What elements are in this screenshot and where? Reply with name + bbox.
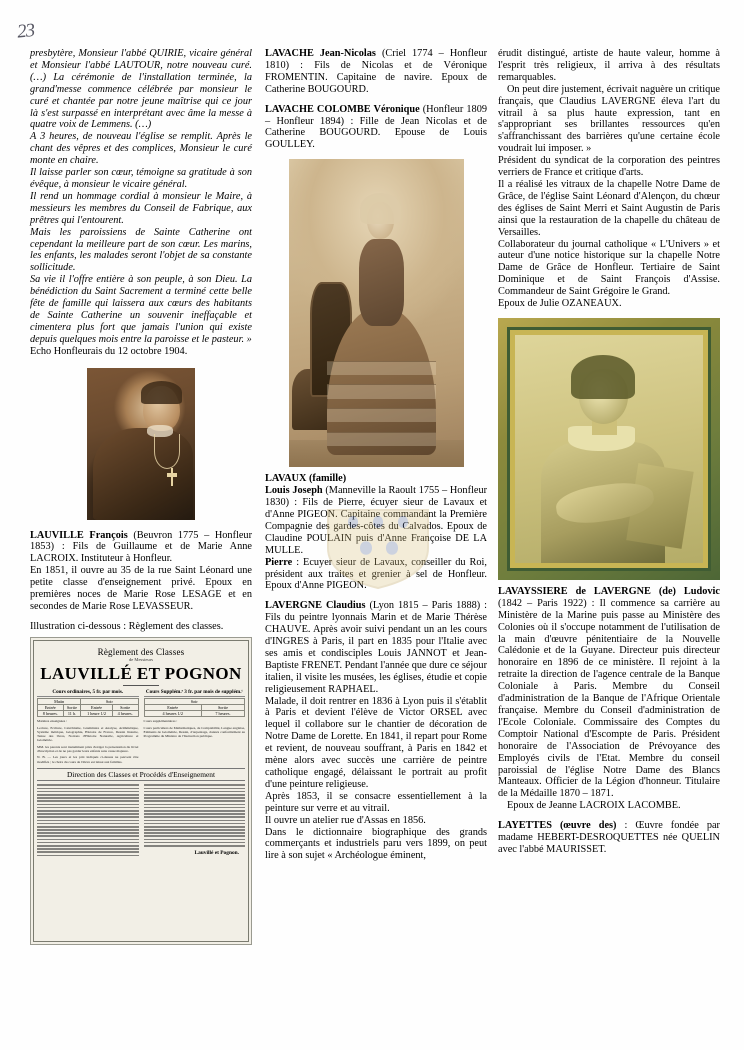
cell-val-3: 1 heure 1/2 bbox=[81, 711, 113, 717]
column-3 bbox=[498, 48, 720, 864]
lauville-body-2: En 1851, il ouvre au 35 de la rue Saint Léonard une petite classe d'enseignement privé. Epoux en premières noces de Marie Rose LESAGE et en secondes de Marie Rose LEVASSEUR. bbox=[30, 565, 252, 612]
lady-bodice-shape bbox=[359, 239, 405, 325]
clergy-hair-shape bbox=[141, 381, 182, 404]
cell-soir: Soir bbox=[81, 699, 138, 705]
cell-val-r1: 4 heures 1/2 bbox=[144, 711, 201, 717]
lavergne-cont-4: Il a réalisé les vitraux de la chapelle Notre Dame de Grâce, de l'église Saint Léonard d'Alençon, du chœur des églises de Saint Merri et Saint Augustin de Paris ainsi que la restauration de la chapelle du château de Versailles. bbox=[498, 178, 720, 238]
quote-paragraph-3: Il laisse parler son cœur, témoigne sa gratitude à son évêque, à monsieur le vicaire général. bbox=[30, 167, 252, 190]
lavayssiere-dates: (1842 – Paris 1922) bbox=[498, 597, 587, 609]
layettes-body: : Œuvre fondée par madame HEBERT-DESROQUETTES née QUELIN avec l'abbé MAURISSET. bbox=[498, 820, 720, 855]
portrait-inner-frame bbox=[507, 327, 711, 571]
lavaux-m1-name: Louis Joseph bbox=[265, 485, 323, 497]
poster-body-left bbox=[37, 783, 139, 858]
lavache-colombe-paragraph bbox=[265, 104, 487, 152]
poster-body-right bbox=[144, 783, 246, 858]
lavaux-member-1 bbox=[265, 485, 487, 556]
lavergne-continuation bbox=[498, 48, 720, 310]
poster-right-heading: Cours Supplém.ᵉ 3 fr. par mois de supplém.ᵗ bbox=[144, 689, 246, 697]
lavaux-m2-name: Pierre bbox=[265, 556, 293, 568]
poster-left-block bbox=[37, 689, 139, 764]
lavergne-cont-5: Collaborateur du journal catholique « L'Univers » et auteur d'une notice historique sur la chapelle Notre Dame de Grâce de Honfleur. Tertiaire de Saint Dominique et de Saint François d'Assise. Commandeur de Saint Grégoire le Grand. bbox=[498, 238, 720, 298]
lavayssiere-head-paragraph bbox=[498, 586, 720, 800]
poster-section-band: Direction des Classes et Procédés d'Enseignement bbox=[37, 768, 245, 781]
poster-right-table bbox=[144, 698, 246, 717]
lavaux-m1-body: : Fils de Pierre, écuyer sieur de Lavaux et d'Anne PIGEON. Capitaine commandant la Première Compagnie des gardes-côtes du Calvados. Epoux de Claudine POULAIN puis d'Anne Françoise DE LA MULLE. bbox=[265, 497, 487, 556]
quote-paragraph-4: Il rend un hommage cordial à monsieur le Maire, à messieurs les membres du Conseil de Fabrique, aux prêtres qui l'entourent. bbox=[30, 190, 252, 226]
pectoral-cross-icon bbox=[167, 468, 177, 486]
lavache-jn-dates: (Criel 1774 – Honfleur 1810) bbox=[265, 48, 488, 71]
poster-names: LAUVILLÉ ET POGNON bbox=[40, 663, 242, 683]
lavergne-body-2: Malade, il doit rentrer en 1836 à Lyon puis il s'établit à Paris et devient l'élève de Victor ORSEL avec lequel il collabore sur le chantier de décoration de Notre Dame de Lorette. En 1841, il repart pour Rome et revient, de nouveau souffrant, à Paris en 1842 et mène alors avec succès une carrière de peintre catholique engagé, délaissant le portrait au profit d'une peinture religieuse. bbox=[265, 695, 487, 790]
poster-right-note-title: Cours supplémentaires : bbox=[143, 719, 178, 724]
poster-signature: Lauvillé et Pognon. bbox=[194, 849, 239, 856]
handwritten-page-number: 23 bbox=[16, 19, 36, 43]
illustration-caption: Illustration ci-dessous : Règlement des classes. bbox=[30, 620, 224, 632]
column-1 bbox=[30, 48, 252, 945]
entry-layettes bbox=[498, 820, 720, 856]
poster-left-note-title: Matières enseignées : bbox=[37, 719, 68, 724]
table-row bbox=[144, 711, 245, 717]
quote-paragraph-6: Sa vie il l'offre entière à son peuple, à son Dieu. La bénédiction du Saint Sacrement a terminé cette belle fête de famille qui laissera aux cœurs des habitants de Sainte Catherine un souvenir ineffaçable et cimentera plus fort que jamais l'union qui existe depuis quelques mois entre la paroisse et le pasteur. » bbox=[30, 274, 252, 345]
poster-reglement-des-classes bbox=[30, 637, 252, 945]
photo-framed-portrait bbox=[498, 318, 720, 580]
poster-title: Règlement des Classes bbox=[97, 646, 185, 657]
lavaux-member-2 bbox=[265, 557, 487, 593]
cell-sortie-r: Sortie bbox=[201, 705, 244, 711]
lauville-main bbox=[30, 530, 252, 566]
lavergne-cont-6: Epoux de Julie OZANEAUX. bbox=[498, 298, 622, 310]
lady-bonnet-shape bbox=[360, 193, 400, 224]
quote-paragraph-5: Mais les paroissiens de Sainte Catherine ont cependant la meilleure part de son cœur. Les marins, les enfants, les malades seront l'objet de sa constante sollicitude. bbox=[30, 226, 252, 274]
lavergne-body-3: Après 1853, il se consacre essentiellement à la peinture sur verre et au vitrail. bbox=[265, 790, 487, 814]
portrait-artwork bbox=[515, 335, 703, 563]
lavergne-body-5: Dans le dictionnaire biographique des grands commerçants et industriels paru vers 1899, on peut lire à son sujet « Archéologue éminent, bbox=[265, 826, 487, 862]
article-quote-block bbox=[30, 48, 252, 358]
lavaux-m2-body: : Ecuyer sieur de Lavaux, conseiller du Roi, président aux traites et grenier à sel de Honfleur. Epoux d'Anne PIGEON. bbox=[265, 556, 487, 592]
lavergne-dates: (Lyon 1815 – Paris 1888) bbox=[369, 600, 481, 612]
lavaux-family-title bbox=[265, 473, 487, 485]
lauville-body-1: : Fils de Guillaume et de Marie Anne LACROIX. Instituteur à Honfleur. bbox=[30, 541, 252, 565]
cell-soir-head: Soir bbox=[144, 699, 245, 705]
poster-right-note: Cours particuliers de Mathématiques, de Comptabilité, Langue anglaise, Eléments de Géométrie, Dessin, d'Arpentage, donnés conformément au Programme du Ministre de l'Instruction publique. bbox=[143, 725, 245, 739]
entry-lauville bbox=[30, 530, 252, 613]
lavache-jn-paragraph bbox=[265, 48, 487, 96]
cell-val-1: 8 heures. bbox=[38, 711, 64, 717]
lavaux-m1-dates: (Manneville la Raoult 1755 – Honfleur 1830) bbox=[265, 485, 488, 509]
cell-val-4: 4 heures. bbox=[112, 711, 138, 717]
cell-sortie-2: Sortie bbox=[112, 705, 138, 711]
photo-clergyman bbox=[87, 368, 195, 520]
lavergne-cont-1: érudit distingué, artiste de haute valeur, homme à l'esprit très religieux, il arriva à des résultats remarquables. bbox=[498, 48, 720, 83]
lavergne-head-paragraph bbox=[265, 600, 487, 695]
quote-source: Echo Honfleurais du 12 octobre 1904. bbox=[30, 345, 188, 357]
lavergne-body-4: Il ouvre un atelier rue d'Assas en 1856. bbox=[265, 814, 426, 826]
cell-sortie-1: Sortie bbox=[63, 705, 81, 711]
poster-two-columns bbox=[37, 689, 245, 764]
lavache-colombe-dates: (Honfleur 1809 – Honfleur 1894) bbox=[265, 103, 487, 127]
cell-val-2: 11 h. bbox=[63, 711, 81, 717]
lavergne-cont-3: Président du syndicat de la corporation des peintres verriers de France et critique d'arts. bbox=[498, 155, 720, 179]
poster-left-table bbox=[37, 698, 139, 717]
poster-right-block bbox=[144, 689, 246, 764]
layettes-paragraph bbox=[498, 820, 720, 856]
clergy-chain-shape bbox=[154, 434, 180, 468]
photo-victorian-lady bbox=[289, 159, 464, 467]
cell-matin: Matin bbox=[38, 699, 81, 705]
entry-lavache-jean-nicolas bbox=[265, 48, 487, 96]
lavergne-body-1: : Fils du peintre lyonnais Marin et de Marie Thérèse CHAUVE. Après avoir suivi pendant un an les cours d'INGRES à Paris, il part en 1835 pour l'Italie avec ses amis et condisciples Louis JANNOT et Jean-Baptiste FRENET. Pendant l'année que dure ce séjour italien, il visite les musées, les églises, étudie et copie religieusement RAPHAEL. bbox=[265, 600, 487, 695]
poster-extra-note-2: N. B. — Les jours et les prix indiqués ci-dessus ne peuvent être modifiés ; le choix du cours de l'élève est laissé aux familles. bbox=[37, 755, 139, 764]
cell-entree-1: Entrée bbox=[38, 705, 64, 711]
poster-extra-note-1: MM. les parents sont instamment priés d'exiger la présentation du livret d'inscription et de ne pas garder leurs enfants sans cause majeure. bbox=[37, 744, 139, 753]
table-row bbox=[38, 711, 139, 717]
poster-left-heading: Cours ordinaires, 5 fr. par mois. bbox=[37, 689, 139, 697]
lavache-colombe-name: LAVACHE COLOMBE Véronique bbox=[265, 103, 420, 115]
portrait-hair-shape bbox=[571, 355, 635, 398]
lavache-jn-body: : Fils de Nicolas et de Véronique FROMENTIN. Capitaine de navire. Epoux de Catherine BOUGOURD. bbox=[265, 59, 487, 95]
lauville-dates: (Beuvron 1775 – Honfleur 1853) bbox=[30, 529, 253, 553]
lavaux-family-title-text: LAVAUX (famille) bbox=[265, 473, 347, 485]
layettes-name: LAYETTES (œuvre des) bbox=[498, 820, 617, 832]
quote-paragraph-1: presbytère, Monsieur l'abbé QUIRIE, vicaire général et Monsieur l'abbé LAUTOUR, notre nouveau curé. (…) La cérémonie de l'installation terminée, la grand'messe commence célébrée par monsieur le curé et chantée par notre jeune maîtrise qui ce jour là s'est surpassé en interprétant avec âme la messe à quatre voix de Lemmens. (…) bbox=[30, 48, 252, 131]
quote-paragraph-2: A 3 heures, de nouveau l'église se remplit. Après le chant des vêpres et des complices, Monsieur le curé monte en chaire. bbox=[30, 131, 252, 167]
entry-lavache-colombe bbox=[265, 104, 487, 152]
lavergne-name: LAVERGNE Claudius bbox=[265, 600, 366, 612]
lavergne-cont-2: On peut dire justement, écrivait naguère un critique français, que Claudius LAVERGNE éleva l'art du vitrail à sa plus haute expression, tant en s'appropriant ses brillantes ressources qu'en s'affranchissant des barrières qu'une certaine école voudrait lui imposer. » bbox=[498, 83, 720, 155]
poster-subtitle: de Messieurs bbox=[128, 656, 154, 662]
lavache-colombe-body: : Fille de Jean Nicolas et de Catherine BOUGOURD. Epouse de Louis GOULLEY. bbox=[265, 115, 487, 151]
cell-entree-r: Entrée bbox=[144, 705, 201, 711]
poster-body-columns bbox=[37, 783, 245, 858]
column-2 bbox=[265, 48, 487, 870]
lavayssiere-body-2: Epoux de Jeanne LACROIX LACOMBE. bbox=[507, 800, 681, 812]
entry-lavergne-claudius bbox=[265, 600, 487, 862]
lauville-name: LAUVILLE François bbox=[30, 529, 128, 541]
lavache-jn-name: LAVACHE Jean-Nicolas bbox=[265, 48, 376, 59]
entry-lavayssiere bbox=[498, 586, 720, 812]
cell-entree-2: Entrée bbox=[81, 705, 113, 711]
cell-val-r2: 7 heures. bbox=[201, 711, 244, 717]
poster-left-note: Lecture, Ecriture, Catéchisme, Grammaire et Analyse, Arithmétique, Système métrique, Géographie, Histoire de France, Dessin linéaire, Tenue des livres, Notions d'Histoire Naturelle, Agriculture et Géométrie. bbox=[37, 725, 139, 743]
three-column-layout bbox=[30, 48, 720, 1038]
poster-divider bbox=[123, 685, 159, 686]
lavayssiere-name: LAVAYSSIERE de LAVERGNE (de) Ludovic bbox=[498, 585, 720, 597]
lavayssiere-body-1: : Il commence sa carrière au Ministère de la Marine puis passe au Ministère des Colonies où il s'occupe notamment de l'utilisation de la main d'œuvre pénitentiaire de la Nouvelle Calédonie et de la Guyane. Directeur puis directeur honoraire en 1896 de ce ministère. Il rejoint à la retraite la direction de l'agence centrale de la Banque Coloniale à Paris. Membre du Conseil d'administration de la Banque de l'Afrique Orientale française. Membre du Conseil d'administration de l'Ecole Coloniale. Commissaire des Comptes du Comptoir National d'Escompte de Paris. Président honoraire de l'Association de Prévoyance des Employés civils de l'Etat. Membre du conseil paroissial de l'église Notre Dame des Blancs Manteaux. Officier de la Légion d'honneur. Titulaire de la Médaille 1870 – 1871. bbox=[498, 597, 720, 800]
entry-lavaux-family bbox=[265, 473, 487, 592]
